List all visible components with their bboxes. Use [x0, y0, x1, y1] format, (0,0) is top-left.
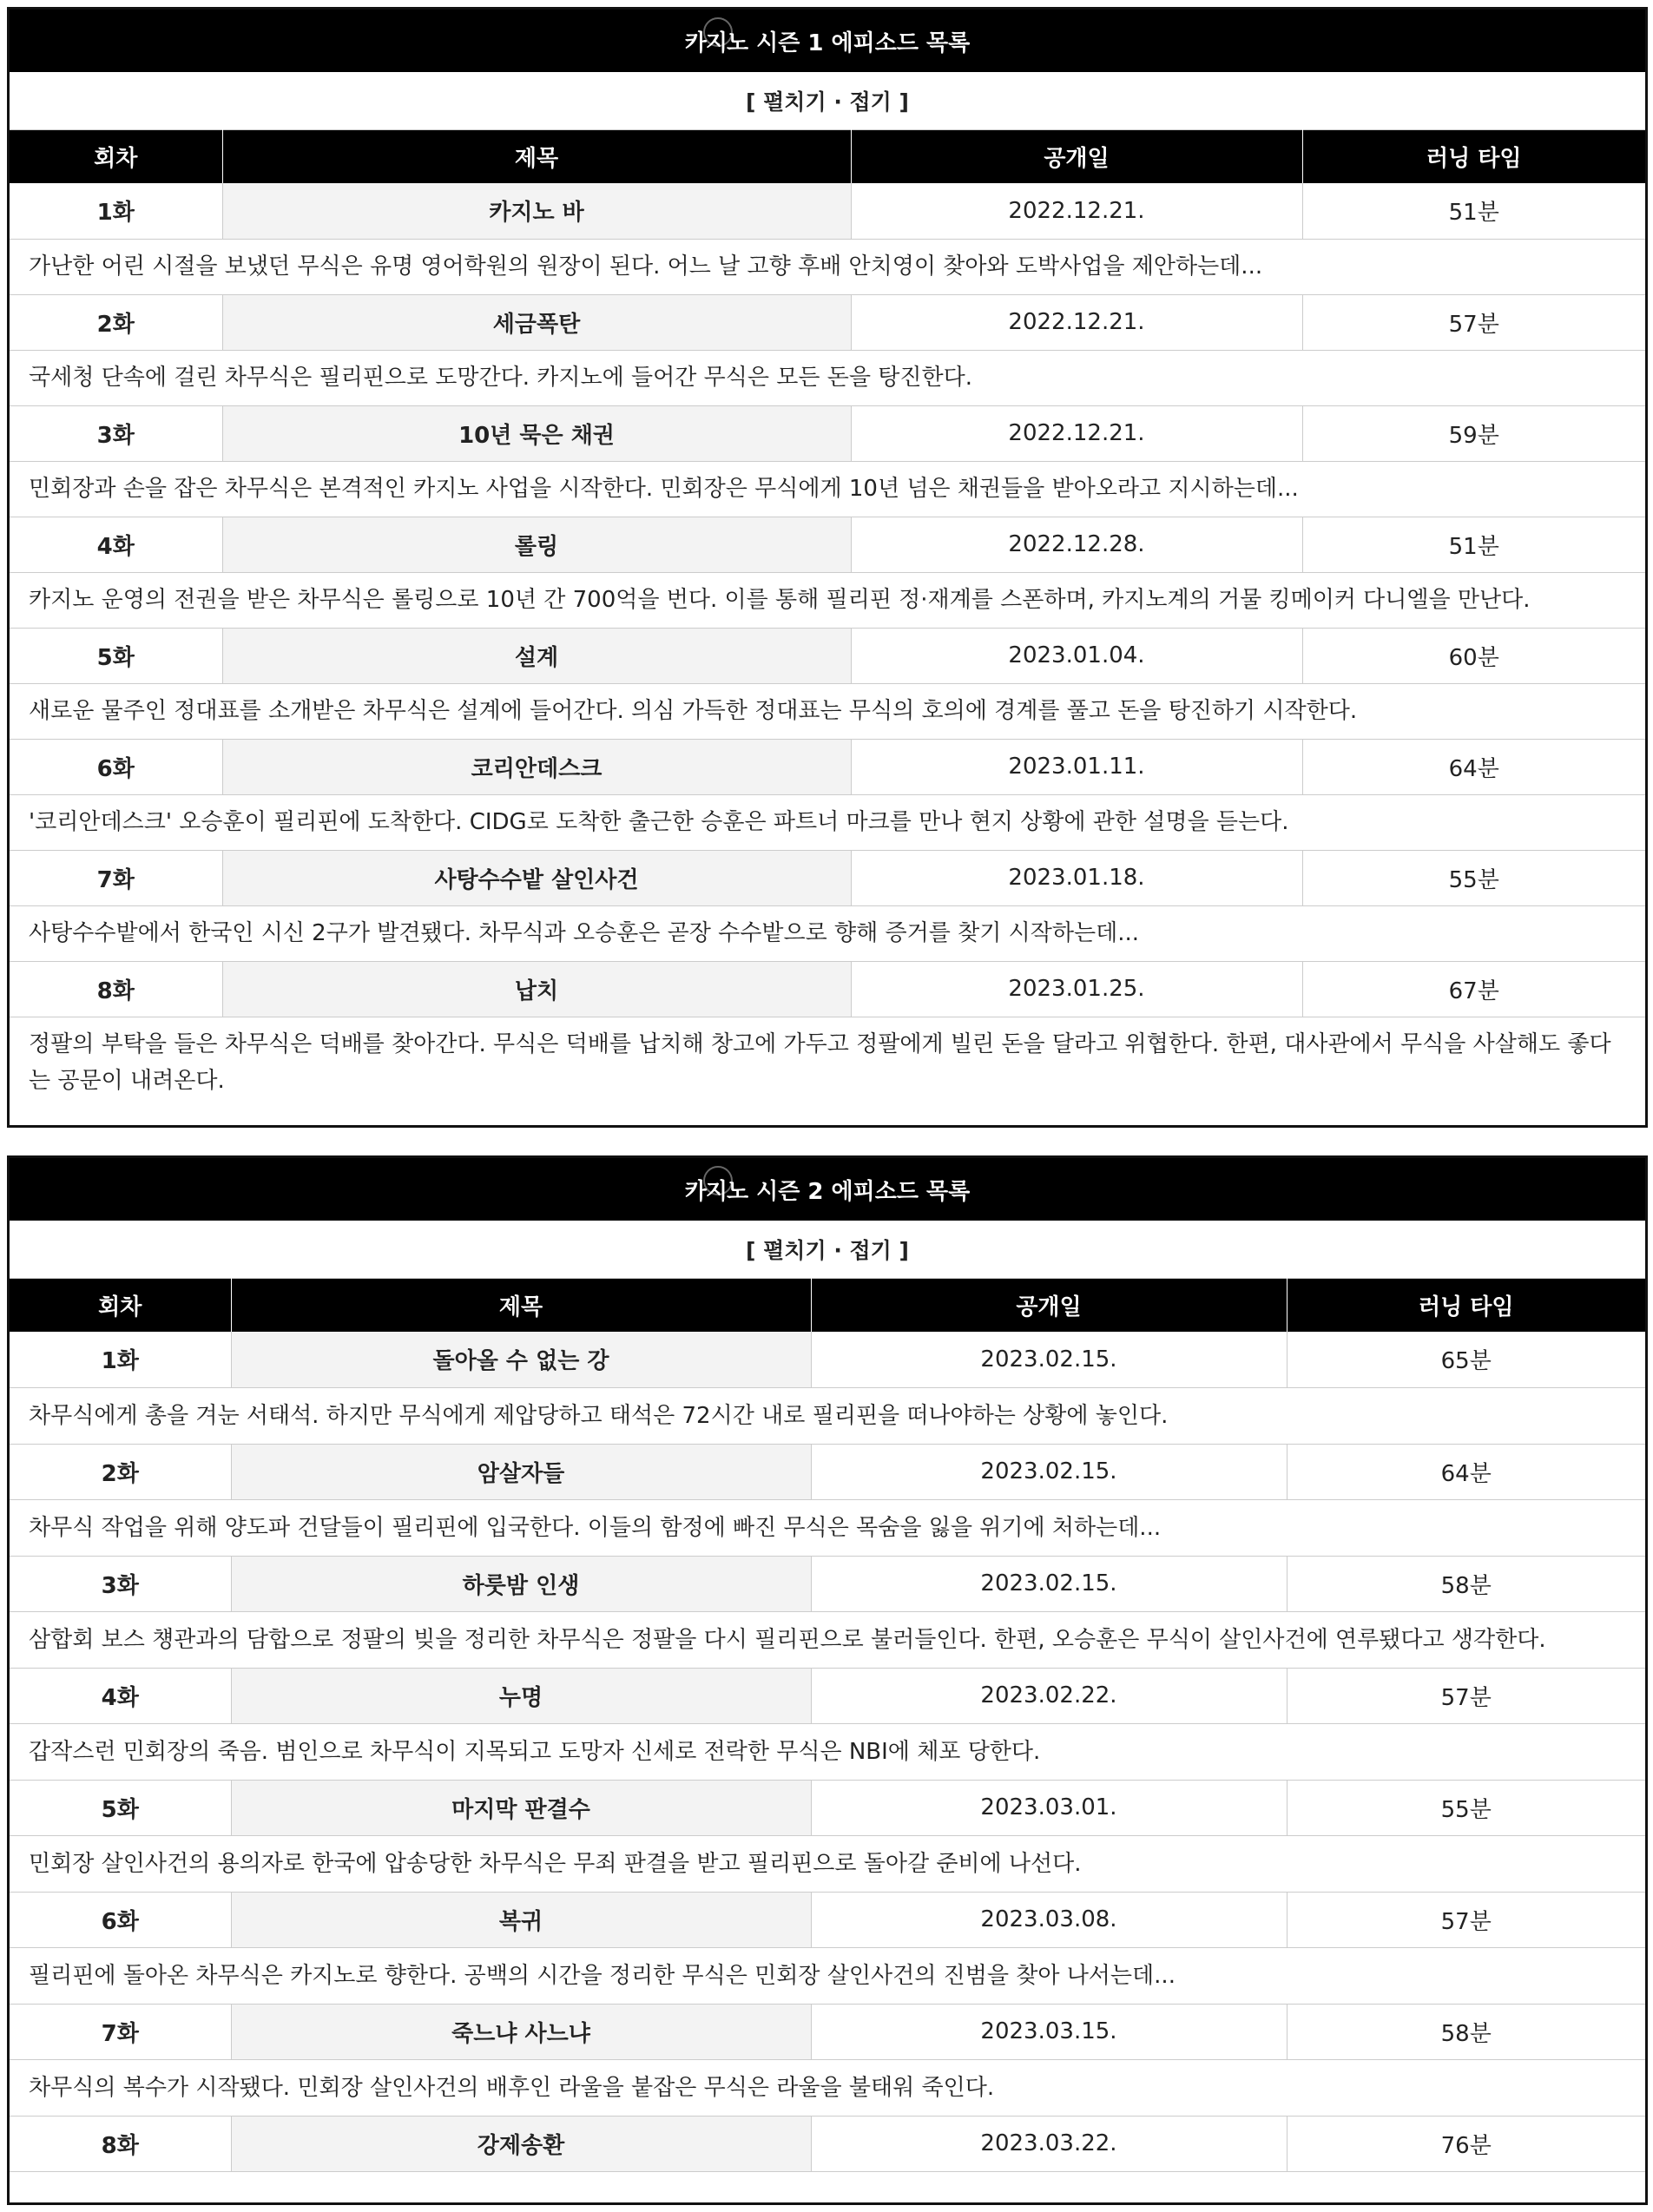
season1-title: 시즌 1 에피소드 목록	[756, 30, 971, 56]
episode-runtime: 58분	[1287, 2004, 1645, 2059]
episode-runtime: 60분	[1302, 628, 1645, 683]
episode-runtime: 51분	[1302, 517, 1645, 572]
season2-table	[10, 1158, 1645, 2172]
episode-title: 마지막 판결수	[231, 1780, 811, 1835]
episode-title: 암살자들	[231, 1444, 811, 1499]
episode-description: 민회장과 손을 잡은 차무식은 본격적인 카지노 사업을 시작한다. 민회장은 무식에게 10년 넘은 채권들을 받아오라고 지시하는데...	[10, 461, 1645, 517]
episode-runtime: 51분	[1302, 183, 1645, 239]
episode-date: 2023.01.11.	[851, 739, 1302, 794]
col-episode-header: 회차	[98, 1294, 142, 1320]
table-row	[10, 2004, 1645, 2059]
table-row	[10, 850, 1645, 905]
episode-title: 세금폭탄	[222, 294, 851, 350]
episode-runtime: 57분	[1302, 294, 1645, 350]
table-row	[10, 1332, 1645, 1387]
episode-description: 가난한 어린 시절을 보냈던 무식은 유명 영어학원의 원장이 된다. 어느 날 고향 후배 안치영이 찾아와 도박사업을 제안하는데...	[10, 239, 1645, 294]
episode-description: 갑작스런 민회장의 죽음. 범인으로 차무식이 지목되고 도망자 신세로 전락한 무식은 NBI에 체포 당한다.	[10, 1723, 1645, 1780]
table-row	[10, 2116, 1645, 2171]
episode-number: 6화	[10, 739, 222, 794]
episode-title: 사탕수수밭 살인사건	[222, 850, 851, 905]
episode-title: 10년 묵은 채권	[222, 405, 851, 461]
episode-runtime: 76분	[1287, 2116, 1645, 2171]
col-title-header: 제목	[231, 1278, 811, 1332]
table-row	[10, 1668, 1645, 1723]
table-row	[10, 405, 1645, 461]
episode-date: 2023.03.22.	[811, 2116, 1287, 2171]
col-release-header: 공개일	[811, 1278, 1287, 1332]
episode-number: 3화	[10, 1556, 231, 1611]
episode-runtime: 67분	[1302, 961, 1645, 1017]
season1-title-bar	[10, 10, 1645, 72]
episode-description: 카지노 운영의 전권을 받은 차무식은 롤링으로 10년 간 700억을 번다. 이를 통해 필리핀 정·재계를 스폰하며, 카지노계의 거물 킹메이커 다니엘을 만난다.	[10, 572, 1645, 628]
episode-date: 2023.03.01.	[811, 1780, 1287, 1835]
episode-number: 1화	[10, 1332, 231, 1387]
table-row	[10, 1556, 1645, 1611]
episode-title: 납치	[222, 961, 851, 1017]
table-row	[10, 628, 1645, 683]
table-row	[10, 1780, 1645, 1835]
episode-title: 코리안데스크	[222, 739, 851, 794]
episode-number: 5화	[10, 1780, 231, 1835]
episode-number: 5화	[10, 628, 222, 683]
episode-date: 2022.12.28.	[851, 517, 1302, 572]
episode-description: 사탕수수밭에서 한국인 시신 2구가 발견됐다. 차무식과 오승훈은 곧장 수수밭으로 향해 증거를 찾기 시작하는데...	[10, 905, 1645, 961]
season1-episode-table	[7, 7, 1648, 1128]
episode-runtime: 64분	[1287, 1444, 1645, 1499]
season2-header-row	[10, 1278, 1645, 1332]
episode-runtime: 64분	[1302, 739, 1645, 794]
episode-number: 2화	[10, 294, 222, 350]
episode-date: 2023.02.15.	[811, 1332, 1287, 1387]
season2-title: 시즌 2 에피소드 목록	[756, 1178, 971, 1205]
episode-title: 롤링	[222, 517, 851, 572]
episode-date: 2023.01.04.	[851, 628, 1302, 683]
episode-title: 복귀	[231, 1892, 811, 1947]
episode-title: 설계	[222, 628, 851, 683]
col-title-header: 제목	[222, 129, 851, 183]
episode-date: 2023.03.15.	[811, 2004, 1287, 2059]
episode-runtime: 65분	[1287, 1332, 1645, 1387]
episode-number: 1화	[10, 183, 222, 239]
table-row	[10, 1892, 1645, 1947]
table-row	[10, 517, 1645, 572]
episode-description: 필리핀에 돌아온 차무식은 카지노로 향한다. 공백의 시간을 정리한 무식은 민회장 살인사건의 진범을 찾아 나서는데...	[10, 1947, 1645, 2004]
col-episode-header: 회차	[94, 145, 138, 172]
episode-description: 국세청 단속에 걸린 차무식은 필리핀으로 도망간다. 카지노에 들어간 무식은 모든 돈을 탕진한다.	[10, 350, 1645, 405]
episode-number: 7화	[10, 2004, 231, 2059]
episode-runtime: 58분	[1287, 1556, 1645, 1611]
season2-episode-table	[7, 1155, 1648, 2205]
casino-logo: 카지노	[685, 1174, 747, 1206]
episode-number: 8화	[10, 961, 222, 1017]
episode-description: 민회장 살인사건의 용의자로 한국에 압송당한 차무식은 무죄 판결을 받고 필리핀으로 돌아갈 준비에 나선다.	[10, 1835, 1645, 1892]
season1-toggle-button[interactable]: [ 펼치기 · 접기 ]	[746, 89, 909, 115]
episode-runtime: 55분	[1287, 1780, 1645, 1835]
table-row	[10, 183, 1645, 239]
col-runtime-header: 러닝 타임	[1302, 129, 1645, 183]
episode-date: 2022.12.21.	[851, 405, 1302, 461]
episode-date: 2023.01.25.	[851, 961, 1302, 1017]
episode-description: 차무식에게 총을 겨눈 서태석. 하지만 무식에게 제압당하고 태석은 72시간 내로 필리핀을 떠나야하는 상황에 놓인다.	[10, 1387, 1645, 1444]
episode-number: 8화	[10, 2116, 231, 2171]
episode-description: '코리안데스크' 오승훈이 필리핀에 도착한다. CIDG로 도착한 출근한 승훈은 파트너 마크를 만나 현지 상황에 관한 설명을 듣는다.	[10, 794, 1645, 850]
episode-number: 2화	[10, 1444, 231, 1499]
episode-number: 3화	[10, 405, 222, 461]
table-row	[10, 961, 1645, 1017]
episode-date: 2023.01.18.	[851, 850, 1302, 905]
table-row	[10, 739, 1645, 794]
season2-title-bar	[10, 1158, 1645, 1221]
season2-toggle-button[interactable]: [ 펼치기 · 접기 ]	[746, 1237, 909, 1263]
episode-title: 하룻밤 인생	[231, 1556, 811, 1611]
episode-title: 강제송환	[231, 2116, 811, 2171]
episode-number: 4화	[10, 517, 222, 572]
episode-date: 2023.02.22.	[811, 1668, 1287, 1723]
episode-number: 7화	[10, 850, 222, 905]
col-release-header: 공개일	[851, 129, 1302, 183]
episode-number: 6화	[10, 1892, 231, 1947]
episode-title: 죽느냐 사느냐	[231, 2004, 811, 2059]
season1-header-row	[10, 129, 1645, 183]
casino-logo: 카지노	[685, 25, 747, 57]
season1-table	[10, 10, 1645, 1109]
episode-runtime: 59분	[1302, 405, 1645, 461]
episode-title: 돌아올 수 없는 강	[231, 1332, 811, 1387]
episode-runtime: 57분	[1287, 1892, 1645, 1947]
episode-date: 2023.03.08.	[811, 1892, 1287, 1947]
table-row	[10, 294, 1645, 350]
episode-description: 삼합회 보스 첑관과의 담합으로 정팔의 빚을 정리한 차무식은 정팔을 다시 필리핀으로 불러들인다. 한편, 오승훈은 무식이 살인사건에 연루됐다고 생각한다.	[10, 1611, 1645, 1668]
episode-date: 2022.12.21.	[851, 183, 1302, 239]
episode-date: 2023.02.15.	[811, 1556, 1287, 1611]
episode-runtime: 57분	[1287, 1668, 1645, 1723]
table-row	[10, 1444, 1645, 1499]
episode-title: 카지노 바	[222, 183, 851, 239]
episode-description: 차무식의 복수가 시작됐다. 민회장 살인사건의 배후인 라울을 붙잡은 무식은 라울을 불태워 죽인다.	[10, 2059, 1645, 2116]
episode-date: 2022.12.21.	[851, 294, 1302, 350]
episode-date: 2023.02.15.	[811, 1444, 1287, 1499]
episode-number: 4화	[10, 1668, 231, 1723]
episode-runtime: 55분	[1302, 850, 1645, 905]
episode-description: 차무식 작업을 위해 양도파 건달들이 필리핀에 입국한다. 이들의 함정에 빠진 무식은 목숨을 잃을 위기에 처하는데...	[10, 1499, 1645, 1556]
episode-description: 정팔의 부탁을 들은 차무식은 덕배를 찾아간다. 무식은 덕배를 납치해 창고에 가두고 정팔에게 빌린 돈을 달라고 위협한다. 한편, 대사관에서 무식을 사살해도 좋다는 공문이 내려온다.	[29, 1031, 1611, 1095]
col-runtime-header: 러닝 타임	[1287, 1278, 1645, 1332]
episode-description: 새로운 물주인 정대표를 소개받은 차무식은 설계에 들어간다. 의심 가득한 정대표는 무식의 호의에 경계를 풀고 돈을 탕진하기 시작한다.	[10, 683, 1645, 739]
episode-title: 누명	[231, 1668, 811, 1723]
